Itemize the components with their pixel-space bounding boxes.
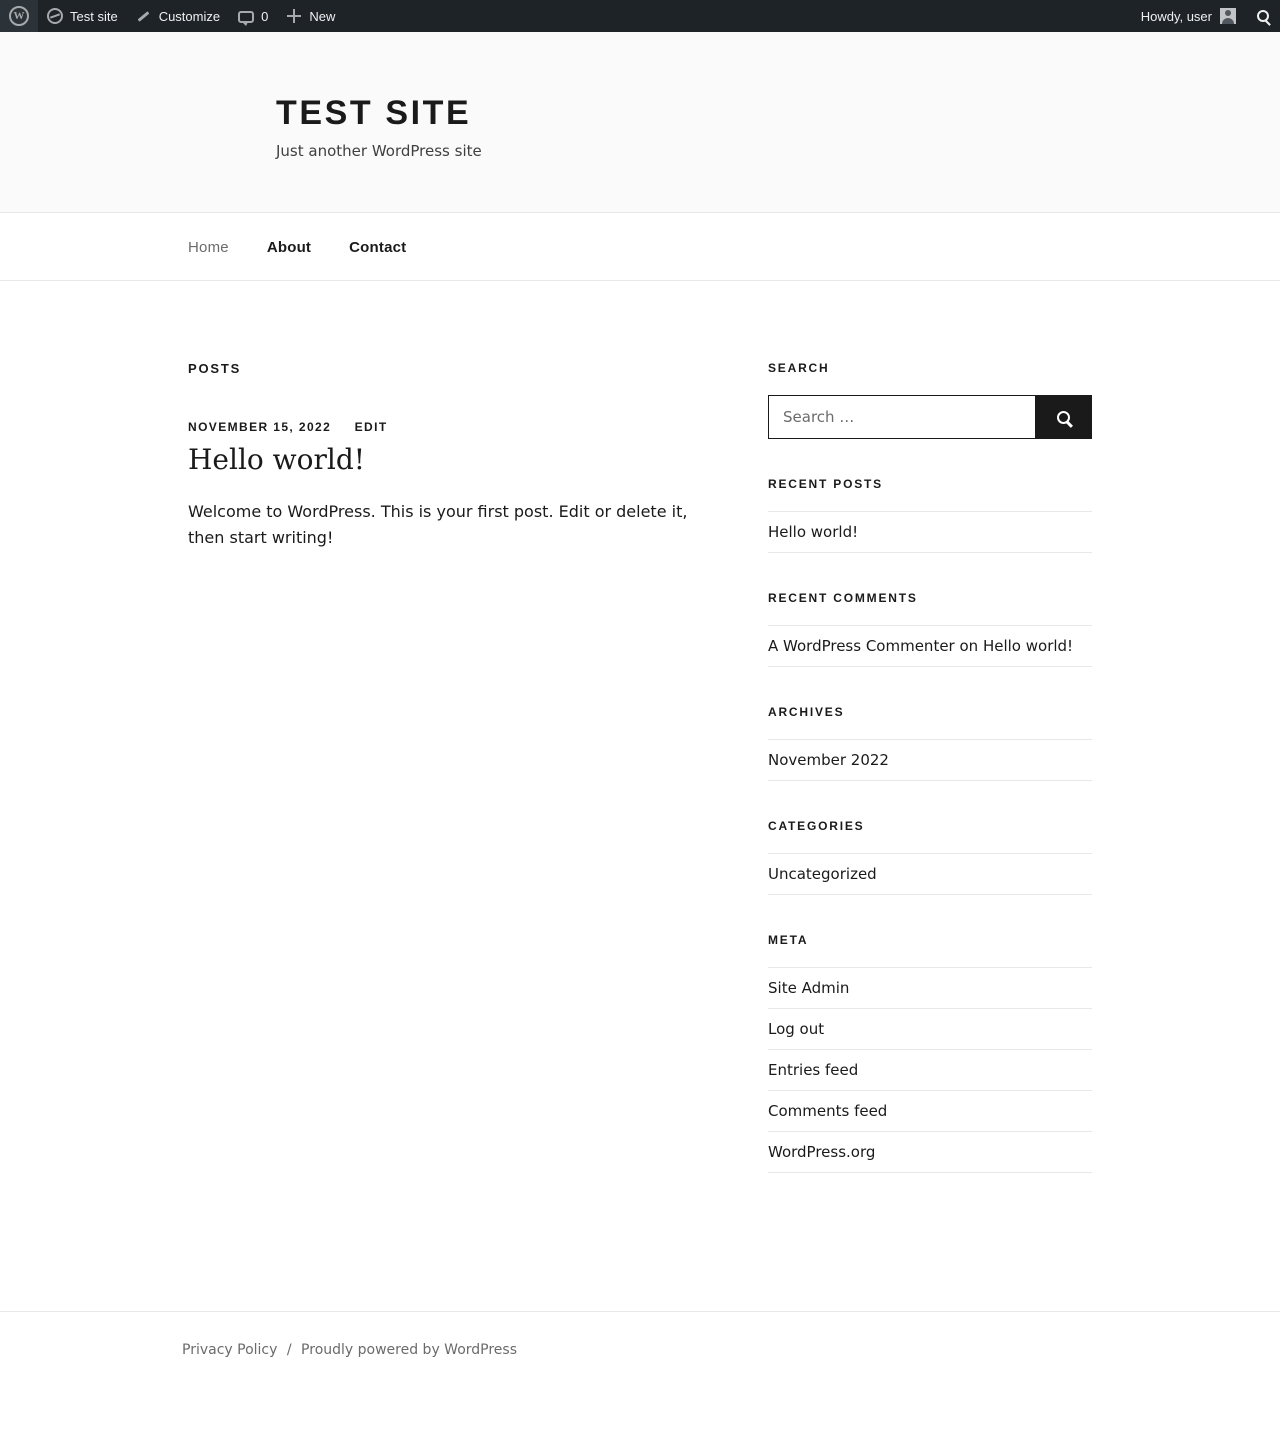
footer-separator: / xyxy=(286,1342,292,1359)
widget-search xyxy=(768,361,1092,439)
page-title[interactable]: TEST SITE xyxy=(276,94,472,132)
nav-item-home[interactable] xyxy=(188,239,248,256)
adminbar-customize-label: Customize xyxy=(158,8,221,24)
brush-icon xyxy=(136,8,152,24)
post-edit-link[interactable]: EDIT xyxy=(354,420,388,435)
archive-link[interactable]: November 2022 xyxy=(768,751,889,770)
plus-icon xyxy=(286,8,302,24)
list-item[interactable] xyxy=(768,854,1092,895)
comment-bubble-icon xyxy=(238,11,254,23)
adminbar-howdy[interactable] xyxy=(1131,0,1246,32)
meta-link-entries-feed[interactable]: Entries feed xyxy=(768,1061,859,1080)
widget-categories xyxy=(768,819,1092,895)
home-icon xyxy=(47,8,63,24)
recent-posts-list xyxy=(768,511,1092,553)
site-footer xyxy=(0,1311,1280,1388)
search-submit-button[interactable] xyxy=(1035,396,1091,438)
admin-bar xyxy=(0,0,1280,32)
archives-list xyxy=(768,739,1092,781)
widget-title-search: SEARCH xyxy=(768,361,830,376)
list-item[interactable] xyxy=(768,1050,1092,1091)
search-form xyxy=(768,395,1092,439)
adminbar-customize[interactable] xyxy=(127,0,229,32)
nav-link-home[interactable]: Home xyxy=(188,238,229,256)
categories-list xyxy=(768,853,1092,895)
adminbar-comments[interactable] xyxy=(229,0,277,32)
main-content xyxy=(188,361,768,1211)
list-item[interactable] xyxy=(768,1009,1092,1050)
comment-on-word: on xyxy=(959,637,979,656)
widget-title-categories: CATEGORIES xyxy=(768,819,865,834)
widget-recent-posts xyxy=(768,477,1092,553)
adminbar-howdy-label: Howdy, user xyxy=(1140,8,1212,24)
wordpress-logo-icon xyxy=(9,6,29,26)
recent-post-link[interactable]: Hello world! xyxy=(768,523,859,542)
nav-link-about[interactable]: About xyxy=(266,238,312,256)
adminbar-wp-logo[interactable] xyxy=(0,0,38,32)
nav-item-contact[interactable] xyxy=(330,239,425,256)
post-meta xyxy=(188,420,768,434)
post-excerpt: Welcome to WordPress. This is your first post. Edit or delete it, then start writing! xyxy=(188,502,688,548)
widget-title-recent-comments: RECENT COMMENTS xyxy=(768,591,918,606)
search-icon xyxy=(1057,411,1070,424)
meta-link-comments-feed[interactable]: Comments feed xyxy=(768,1102,888,1121)
list-item[interactable] xyxy=(768,1091,1092,1132)
comment-post-link[interactable]: Hello world! xyxy=(982,637,1074,656)
post-content xyxy=(188,499,768,552)
nav-item-about[interactable] xyxy=(248,239,330,256)
post-title xyxy=(188,442,768,477)
site-description: Just another WordPress site xyxy=(276,142,482,161)
adminbar-site-name-label: Test site xyxy=(70,8,118,24)
widget-title-archives: ARCHIVES xyxy=(768,705,845,720)
list-item[interactable] xyxy=(768,968,1092,1009)
widget-title-meta: META xyxy=(768,933,809,948)
adminbar-right xyxy=(1131,0,1280,32)
footer-content xyxy=(0,1342,1280,1358)
list-item[interactable] xyxy=(768,740,1092,781)
widget-meta xyxy=(768,933,1092,1173)
post-article xyxy=(188,420,768,552)
site-header xyxy=(0,32,1280,213)
wordpress-credit-link[interactable]: Proudly powered by WordPress xyxy=(301,1342,518,1359)
privacy-policy-link[interactable]: Privacy Policy xyxy=(182,1342,278,1359)
category-link[interactable]: Uncategorized xyxy=(768,865,877,884)
meta-link-log-out[interactable]: Log out xyxy=(768,1020,825,1039)
adminbar-new[interactable] xyxy=(277,0,344,32)
adminbar-search-button[interactable] xyxy=(1246,0,1280,32)
post-title-link[interactable]: Hello world! xyxy=(188,443,365,477)
meta-link-site-admin[interactable]: Site Admin xyxy=(768,979,850,998)
list-item[interactable] xyxy=(768,512,1092,553)
widget-recent-comments xyxy=(768,591,1092,667)
widget-archives xyxy=(768,705,1092,781)
post-date-link[interactable]: NOVEMBER 15, 2022 xyxy=(188,420,332,435)
list-item[interactable] xyxy=(768,1132,1092,1173)
posts-heading: POSTS xyxy=(188,361,242,377)
widget-title-recent-posts: RECENT POSTS xyxy=(768,477,883,492)
adminbar-new-label: New xyxy=(309,8,336,24)
nav-link-contact[interactable]: Contact xyxy=(349,238,407,256)
recent-comments-list xyxy=(768,625,1092,667)
comment-author-link[interactable]: A WordPress Commenter xyxy=(768,637,955,656)
list-item[interactable] xyxy=(768,626,1092,667)
search-icon xyxy=(1257,10,1269,22)
meta-list xyxy=(768,967,1092,1173)
adminbar-comments-count: 0 xyxy=(261,8,269,24)
primary-navigation xyxy=(0,213,1280,281)
adminbar-site-name[interactable] xyxy=(38,0,127,32)
content-area xyxy=(0,281,1280,1311)
sidebar xyxy=(768,361,1092,1211)
avatar xyxy=(1220,8,1236,24)
search-input[interactable] xyxy=(769,396,1035,438)
meta-link-wordpress-org[interactable]: WordPress.org xyxy=(768,1143,876,1162)
